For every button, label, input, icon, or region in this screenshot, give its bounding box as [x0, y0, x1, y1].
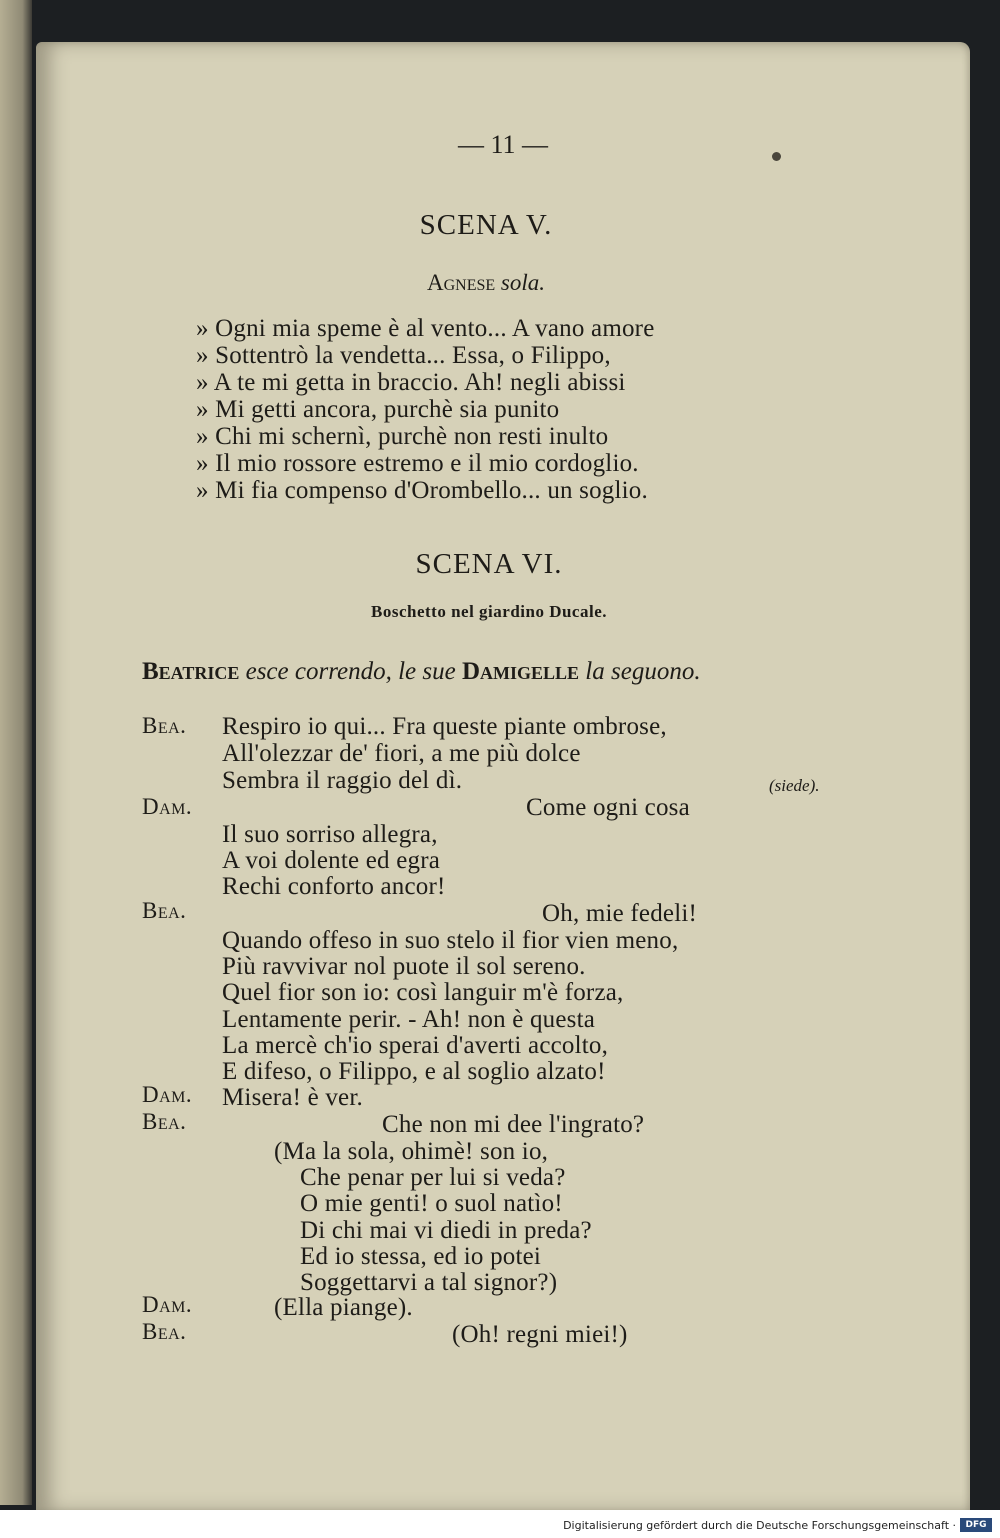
verse-line: Rechi conforto ancor!: [222, 873, 446, 900]
character-name: Beatrice: [142, 658, 240, 685]
stage-direction: sola.: [500, 270, 545, 295]
verse-line: Lentamente perir. - Ah! non è questa: [222, 1006, 596, 1033]
scene-heading: SCENA V.: [419, 209, 553, 241]
speaker-label: Dam.: [142, 794, 193, 819]
speaker-label: Bea.: [142, 898, 187, 923]
verse-line: (Oh! regni miei!): [452, 1321, 628, 1348]
book-page: [36, 42, 970, 1512]
verse-line: Di chi mai vi diedi in preda?: [300, 1217, 592, 1244]
direction-text: la seguono.: [585, 658, 701, 685]
scene-setting: Boschetto nel giardino Ducale.: [371, 602, 607, 621]
verse-line: Più ravvivar nol puote il sol sereno.: [222, 953, 586, 980]
speaker-label: Bea.: [142, 713, 187, 738]
stage-direction: (siede).: [769, 776, 820, 795]
verse-line: Il suo sorriso allegra,: [222, 821, 438, 848]
verse-line: » Mi getti ancora, purchè sia punito: [196, 396, 560, 423]
verse-line: All'olezzar de' fiori, a me più dolce: [222, 740, 581, 767]
page-number: — 11 —: [457, 130, 549, 159]
speaker-label: Bea.: [142, 1319, 187, 1344]
speaker-label: Bea.: [142, 1109, 187, 1134]
speaker-label: Dam.: [142, 1082, 193, 1107]
verse-line: A voi dolente ed egra: [222, 847, 441, 874]
verse-line: Quel fior son io: così languir m'è forza,: [222, 979, 624, 1006]
character-name: Damigelle: [461, 658, 580, 685]
footer-bar: [0, 1510, 1000, 1538]
verse-line: » Mi fia compenso d'Orombello... un soglio.: [196, 477, 648, 504]
previous-page-edge: [0, 0, 32, 1505]
verse-line: O mie genti! o suol natìo!: [300, 1190, 563, 1217]
verse-line: Misera! è ver.: [222, 1084, 363, 1111]
character-name: Agnese: [426, 270, 496, 295]
verse-line: Soggettarvi a tal signor?): [300, 1269, 558, 1296]
verse-line: E difeso, o Filippo, e al soglio alzato!: [222, 1058, 606, 1085]
funding-credit: Digitalisierung gefördert durch die Deutsche Forschungsgemeinschaft ·: [563, 1519, 956, 1532]
verse-line: (Ella piange).: [274, 1294, 413, 1321]
dfg-logo: DFG: [960, 1518, 992, 1532]
verse-line: Ed io stessa, ed io potei: [300, 1243, 542, 1270]
verse-line: » A te mi getta in braccio. Ah! negli abissi: [196, 369, 626, 396]
verse-line: Come ogni cosa: [526, 794, 690, 821]
verse-line: » Sottentrò la vendetta... Essa, o Filippo,: [196, 342, 611, 369]
speaker-label: Dam.: [142, 1292, 193, 1317]
verse-line: Che non mi dee l'ingrato?: [382, 1111, 645, 1138]
scene-subheading: [36, 270, 936, 296]
verse-line: Sembra il raggio del dì.: [222, 767, 463, 794]
stage-direction: [142, 658, 701, 686]
verse-line: La mercè ch'io sperai d'averti accolto,: [222, 1032, 609, 1059]
verse-line: » Ogni mia speme è al vento... A vano amore: [196, 315, 655, 342]
scene-heading: SCENA VI.: [415, 548, 563, 580]
verse-line: Che penar per lui si veda?: [300, 1164, 566, 1191]
verse-line: Oh, mie fedeli!: [542, 900, 698, 927]
verse-line: Respiro io qui... Fra queste piante ombrose,: [222, 713, 667, 740]
verse-line: » Il mio rossore estremo e il mio cordoglio.: [196, 450, 639, 477]
verse-line: Quando offeso in suo stelo il fior vien meno,: [222, 927, 679, 954]
previous-page-mark: [0, 118, 10, 142]
direction-text: esce correndo, le sue: [245, 658, 456, 685]
verse-line: (Ma la sola, ohimè! son io,: [274, 1138, 549, 1165]
verse-line: » Chi mi schernì, purchè non resti inulto: [196, 423, 609, 450]
